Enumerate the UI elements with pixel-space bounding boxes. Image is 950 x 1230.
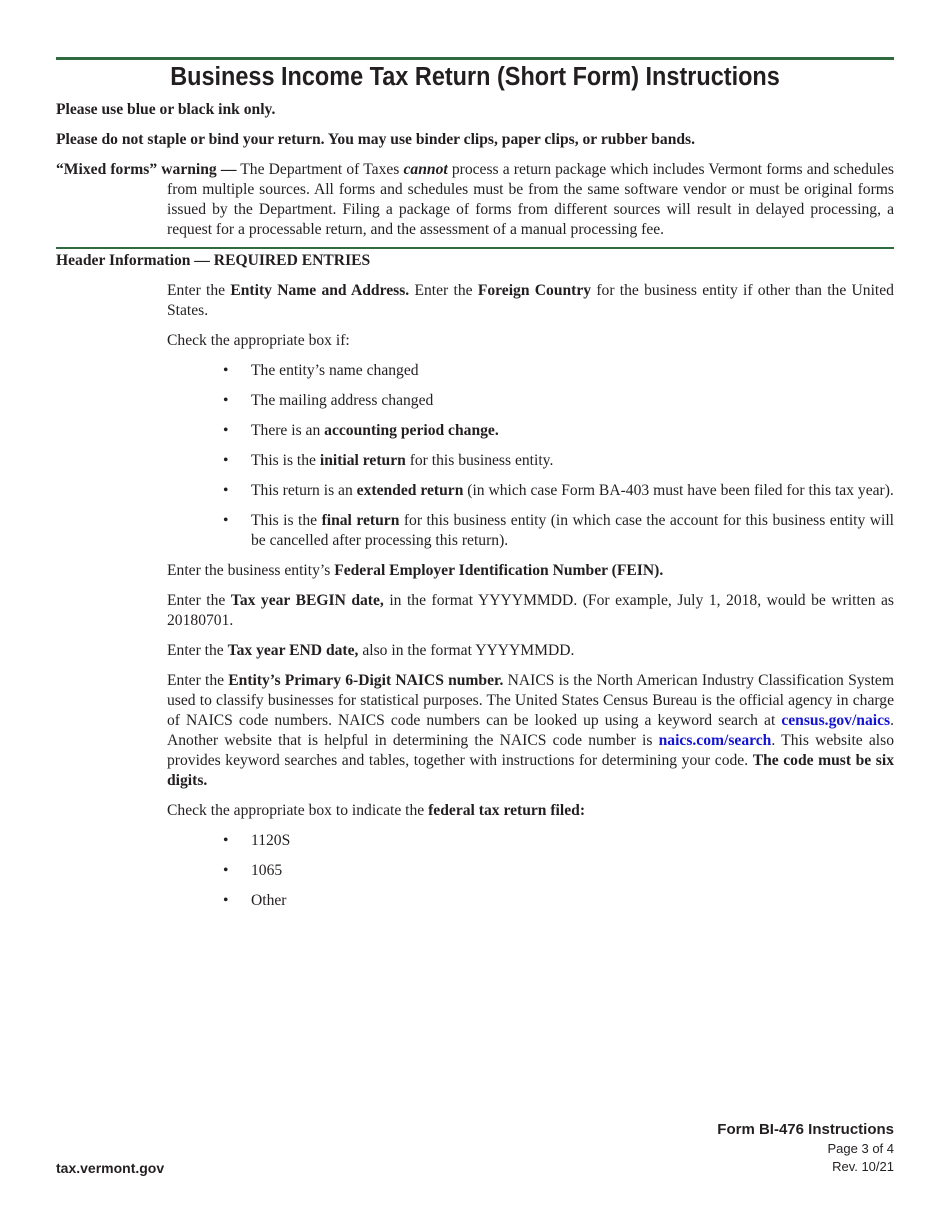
section-divider (56, 247, 894, 249)
header-info-body (167, 281, 894, 921)
federal-return-instruction: Check the appropriate box to indicate the federal tax return filed: (167, 802, 586, 819)
list-item: • There is an accounting period change. (223, 422, 499, 439)
footer-form-info (717, 1120, 894, 1176)
footer-revision: Rev. 10/21 (832, 1159, 894, 1174)
naics-instruction: Enter the Entity’s Primary 6-Digit NAICS number. NAICS is the North American Industry Classification System used to classify businesses for statistical purposes. The United States Census Bureau is the official agency in charge of NAICS code numbers. NAICS code numbers can be looked up using a keyword search at census.gov/naics. Another website that is helpful in determining the NAICS code number is naics.com/search. This website also provides keyword searches and tables, together with instructions for determining your code. The code must be six digits. (167, 672, 894, 789)
check-intro: Check the appropriate box if: (167, 332, 350, 349)
entity-name-instruction: Enter the Entity Name and Address. Enter the Foreign Country for the business entity if other than the United States. (167, 282, 894, 319)
list-item: • The mailing address changed (223, 392, 434, 409)
fein-instruction: Enter the business entity’s Federal Employer Identification Number (FEIN). (167, 562, 664, 579)
footer-website: tax.vermont.gov (56, 1160, 165, 1176)
list-item: • The entity’s name changed (223, 362, 419, 379)
end-date-instruction: Enter the Tax year END date, also in the format YYYYMMDD. (167, 642, 575, 659)
census-naics-link[interactable]: census.gov/naics (781, 712, 891, 729)
naics-search-link[interactable]: naics.com/search (658, 732, 772, 749)
notice-ink: Please use blue or black ink only. (56, 101, 276, 118)
mixed-forms-warning: “Mixed forms” warning — The Department of Taxes cannot process a return package which includes Vermont forms and schedules from multiple sources. All forms and schedules must be from the same software vendor or must be original forms issued by the Department. Filing a package of forms from different sources will result in delayed processing, a request for a processable return, and the assessment of a manual processing fee. (56, 161, 894, 238)
list-item: • This is the final return for this business entity (in which case the account for this business entity will be cancelled after processing this return). (223, 512, 895, 549)
footer-form-name: Form BI-476 Instructions (717, 1121, 894, 1138)
header-info-heading: Header Information — REQUIRED ENTRIES (56, 252, 371, 269)
list-item: • 1065 (223, 862, 283, 879)
list-item: • Other (223, 892, 287, 909)
begin-date-instruction: Enter the Tax year BEGIN date, in the format YYYYMMDD. (For example, July 1, 2018, would be written as 20180701. (167, 592, 894, 629)
check-list (167, 361, 894, 551)
federal-return-list (167, 831, 894, 911)
list-item: • This return is an extended return (in which case Form BA-403 must have been filed for this tax year). (223, 482, 894, 499)
list-item: • 1120S (223, 832, 291, 849)
footer-page-number: Page 3 of 4 (827, 1141, 894, 1156)
list-item: • This is the initial return for this business entity. (223, 452, 554, 469)
notice-staple: Please do not staple or bind your return. You may use binder clips, paper clips, or rubber bands. (56, 131, 696, 148)
page-title: Business Income Tax Return (Short Form) Instructions (170, 63, 780, 91)
